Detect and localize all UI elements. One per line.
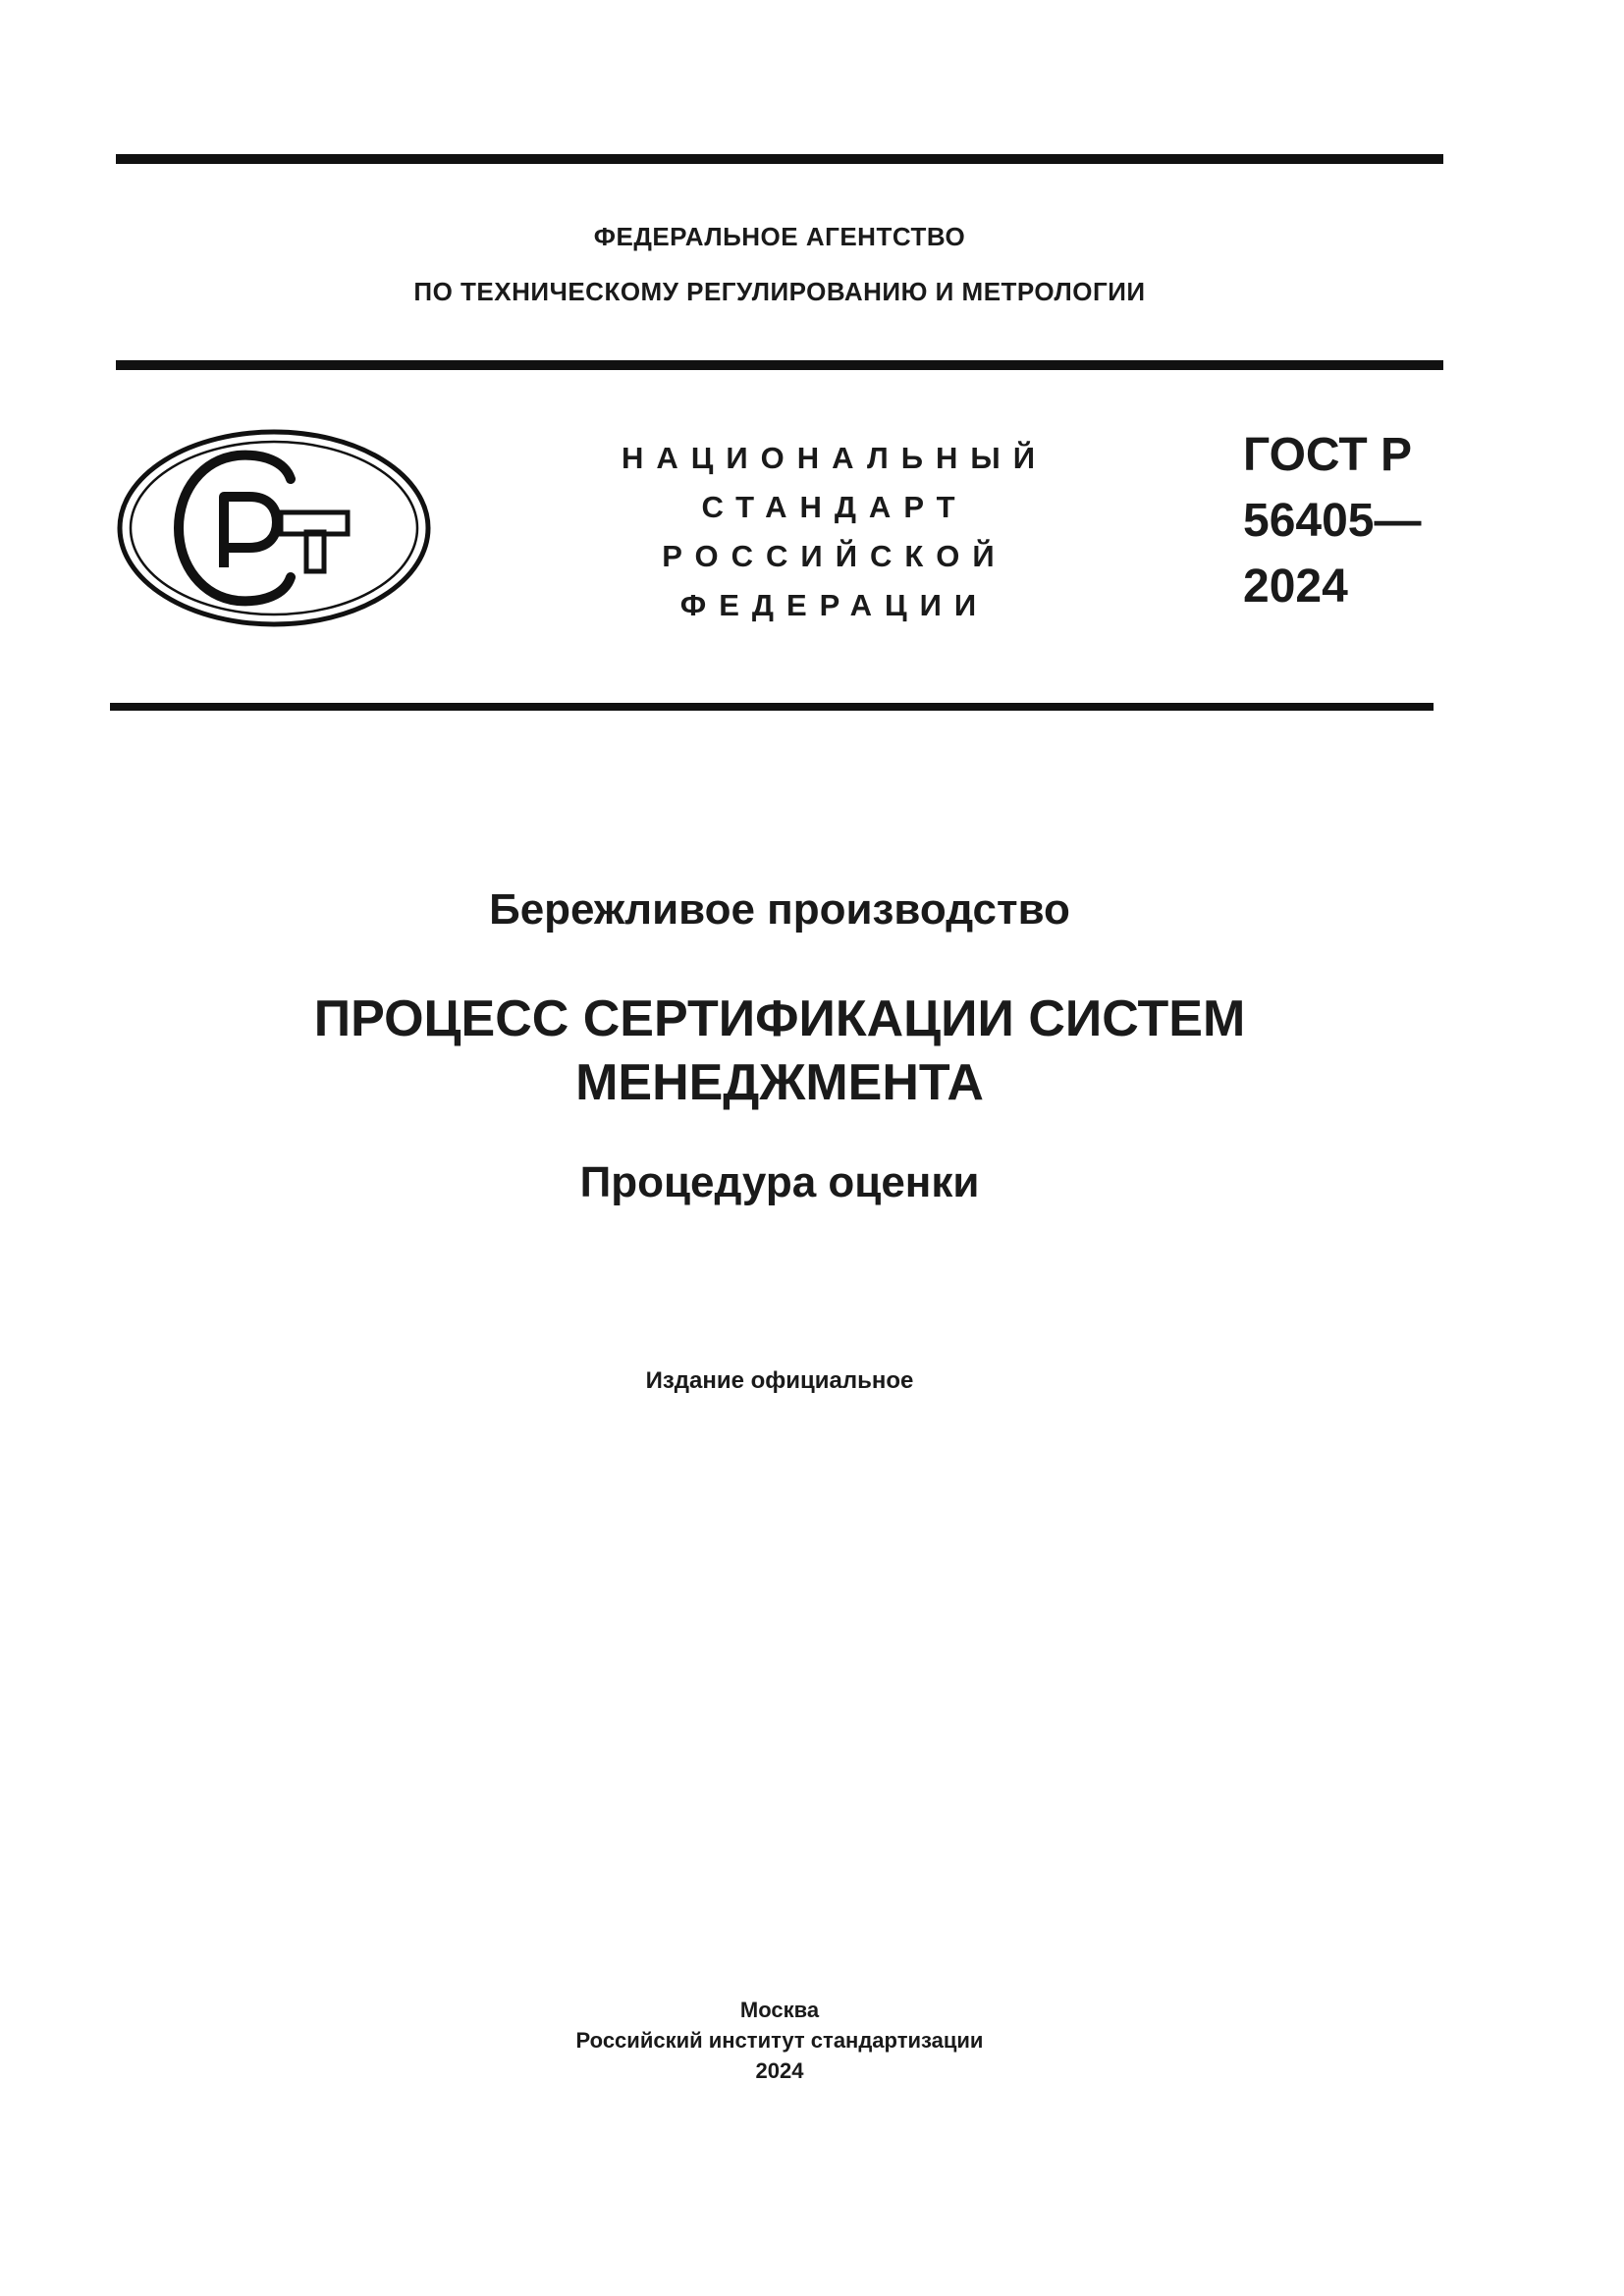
- imprint-publisher: Российский институт стандартизации: [575, 2028, 984, 2053]
- standard-type-line: НАЦИОНАЛЬНЫЙ: [621, 441, 1049, 475]
- standard-type-line: СТАНДАРТ: [701, 490, 968, 524]
- edition-note: Издание официальное: [645, 1367, 914, 1394]
- title-main: [0, 988, 1559, 1115]
- agency-name-line-1: ФЕДЕРАЛЬНОЕ АГЕНТСТВО: [593, 222, 966, 251]
- middle-divider: [116, 360, 1443, 370]
- imprint-year: 2024: [755, 2058, 804, 2083]
- standard-designation-line: 2024: [1243, 561, 1348, 613]
- standard-designation-line: ГОСТ Р: [1243, 429, 1413, 481]
- title-main-line: ПРОЦЕСС СЕРТИФИКАЦИИ СИСТЕМ: [313, 990, 1246, 1047]
- imprint-city: Москва: [739, 1998, 820, 2022]
- bottom-divider: [110, 703, 1434, 711]
- title-main-line: МЕНЕДЖМЕНТА: [575, 1054, 984, 1111]
- standard-designation-line: 56405—: [1243, 495, 1422, 547]
- rst-certification-mark-icon: [116, 428, 432, 628]
- standard-designation: [1243, 422, 1498, 619]
- imprint: [0, 1995, 1559, 2086]
- standard-type: [609, 434, 1060, 630]
- standard-type-line: ФЕДЕРАЦИИ: [679, 588, 990, 622]
- title-subtitle: Процедура оценки: [579, 1158, 980, 1206]
- title-series: Бережливое производство: [489, 885, 1070, 934]
- top-divider: [116, 154, 1443, 164]
- agency-name-line-2: ПО ТЕХНИЧЕСКОМУ РЕГУЛИРОВАНИЮ И МЕТРОЛОГИИ: [413, 277, 1146, 306]
- standard-type-line: РОССИЙСКОЙ: [662, 539, 1007, 573]
